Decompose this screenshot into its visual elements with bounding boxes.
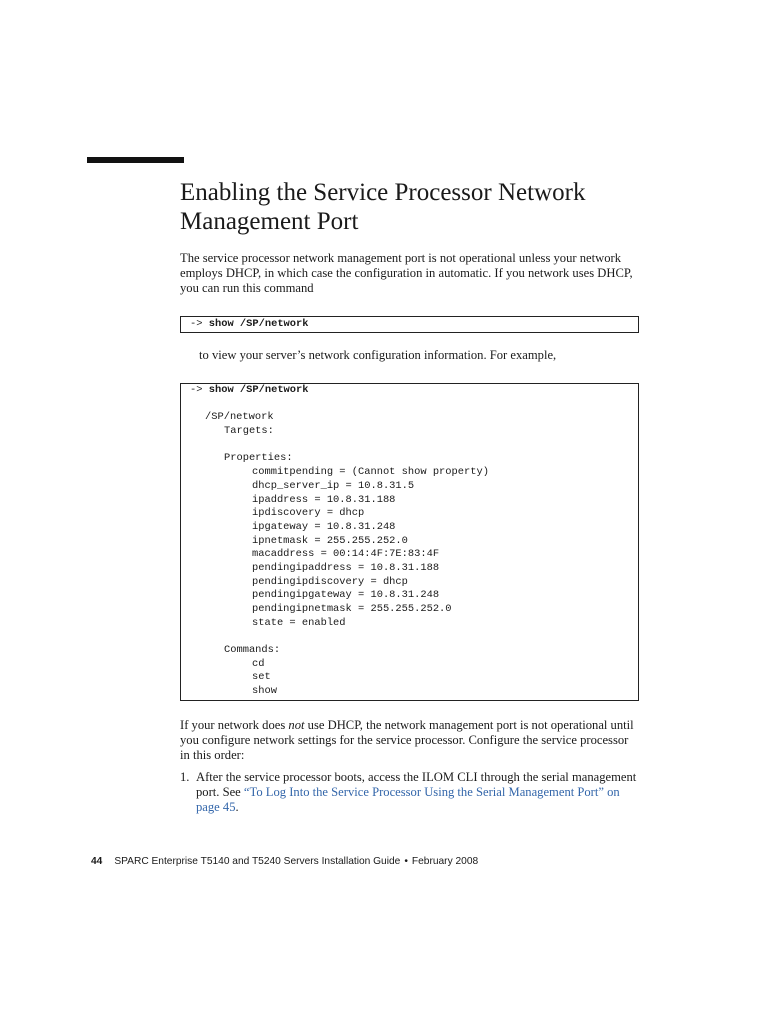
code-line: ipnetmask = 255.255.252.0 (252, 534, 408, 547)
code-line: macaddress = 00:14:4F:7E:83:4F (252, 548, 440, 561)
code-line: state = enabled (252, 616, 346, 629)
steps-list (180, 770, 640, 815)
code-line: /SP/network (205, 411, 274, 424)
code-line: pendingipaddress = 10.8.31.188 (252, 561, 440, 574)
step-end: . (235, 800, 239, 814)
command-line (190, 318, 309, 330)
page-number: 44 (91, 856, 103, 867)
example-output-lines (190, 398, 638, 699)
code-line: commitpending = (Cannot show property) (252, 466, 489, 479)
section-title: Enabling the Service Processor Network Management Port (180, 179, 586, 235)
code-line: ipdiscovery = dhcp (252, 507, 365, 520)
command-text: show /SP/network (208, 318, 309, 330)
page-footer (91, 855, 651, 868)
section-rule (87, 157, 184, 163)
code-line: pendingipgateway = 10.8.31.248 (252, 589, 440, 602)
code-line: dhcp_server_ip = 10.8.31.5 (252, 479, 415, 492)
code-line: Targets: (224, 425, 274, 438)
cross-reference-link[interactable]: “To Log Into the Service Processor Using the Serial Management Port” on page 45 (196, 785, 620, 814)
code-line: Properties: (224, 452, 293, 465)
step-number: 1. (180, 770, 190, 784)
list-item (180, 770, 640, 815)
example-command-line (190, 384, 638, 398)
no-dhcp-emphasis: not (288, 718, 305, 732)
view-paragraph: to view your server’s network configuration information. For example, (199, 348, 557, 362)
code-line (190, 398, 638, 412)
no-dhcp-paragraph (180, 718, 640, 763)
footer-date: February 2008 (411, 856, 479, 867)
footer-bullet: • (404, 856, 408, 867)
code-line: ipaddress = 10.8.31.188 (252, 493, 396, 506)
code-line: show (252, 685, 277, 698)
command-prompt: -> (190, 318, 203, 330)
command-box (180, 316, 639, 333)
example-output-box (180, 383, 639, 701)
step-text: After the service processor boots, access the ILOM CLI through the serial management port. See (196, 770, 637, 799)
footer-title: SPARC Enterprise T5140 and T5240 Servers Installation Guide (114, 856, 401, 867)
code-line: set (252, 671, 271, 684)
code-line: Commands: (224, 644, 281, 657)
code-line: pendingipnetmask = 255.255.252.0 (252, 603, 452, 615)
example-prompt: -> (190, 384, 203, 396)
code-line: ipgateway = 10.8.31.248 (252, 520, 396, 533)
code-line (190, 439, 638, 453)
intro-paragraph: The service processor network management port is not operational unless your network employs DHCP, in which case the configuration in automatic. If you network uses DHCP, you can run this command (180, 251, 633, 295)
code-line: cd (252, 657, 265, 670)
code-line: pendingipdiscovery = dhcp (252, 575, 408, 588)
no-dhcp-before: If your network does (180, 718, 289, 732)
example-command: show /SP/network (208, 384, 309, 396)
code-line (190, 630, 638, 644)
no-dhcp-after: use DHCP, the network management port is not operational until you configure network settings for the service processor. Configure the service processor in this order: (180, 718, 634, 762)
